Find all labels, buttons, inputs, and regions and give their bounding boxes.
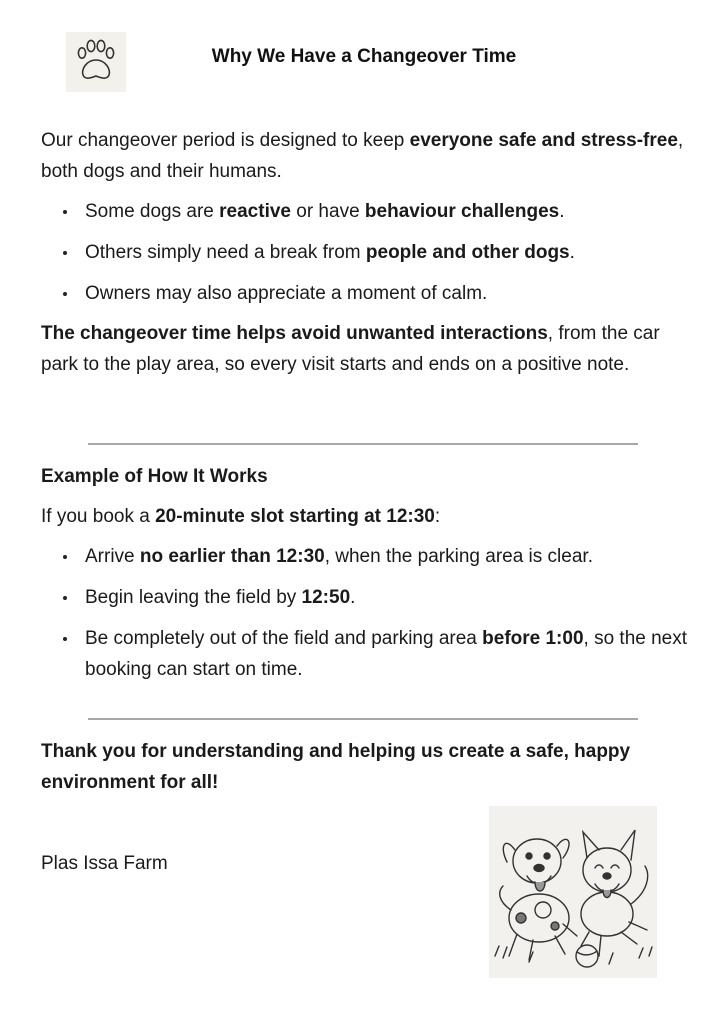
body-text: Some dogs are (85, 201, 220, 222)
body-text: . (559, 201, 565, 222)
body-text: , when the parking area is clear. (324, 546, 593, 567)
emphasis-text: no earlier than 12:30 (139, 546, 325, 567)
body-text: Begin leaving the field by (85, 587, 302, 608)
example-section (41, 461, 691, 695)
body-text: , so the next booking can start on time. (85, 628, 688, 680)
emphasis-text: 12:50 (301, 587, 351, 608)
step-item (41, 541, 691, 572)
dogs-illustration (489, 806, 657, 978)
emphasis-text: behaviour challenges (364, 201, 560, 222)
example-heading: Example of How It Works (41, 466, 268, 487)
reason-item (41, 278, 691, 309)
emphasis-text: The changeover time helps avoid unwanted interactions (41, 323, 548, 344)
divider (88, 443, 638, 445)
emphasis-text: 20-minute slot starting at 12:30 (155, 506, 435, 527)
divider (88, 718, 638, 720)
summary-paragraph (41, 318, 691, 380)
step-item (41, 582, 691, 613)
body-text: . (350, 587, 356, 608)
body-text: Be completely out of the field and parking area (85, 628, 483, 649)
emphasis-text: people and other dogs (365, 242, 570, 263)
emphasis-text: before 1:00 (482, 628, 584, 649)
reason-item (41, 237, 691, 268)
body-text: or have (290, 201, 365, 222)
body-text: , both dogs and their humans. (41, 130, 684, 182)
emphasis-text: everyone safe and stress-free (409, 130, 678, 151)
thanks-section (41, 736, 691, 798)
page-title: Why We Have a Changeover Time (211, 46, 517, 67)
body-text: Our changeover period is designed to keep (41, 130, 410, 151)
step-item (41, 623, 691, 685)
body-text: Owners may also appreciate a moment of calm. (85, 283, 488, 304)
intro-paragraph (41, 125, 691, 187)
body-text: Others simply need a break from (85, 242, 366, 263)
example-lead (41, 501, 691, 532)
reasons-list (41, 196, 691, 309)
reason-item (41, 196, 691, 227)
example-steps-list (41, 541, 691, 685)
emphasis-text: reactive (219, 201, 291, 222)
signature: Plas Issa Farm (41, 853, 168, 874)
main-content (41, 125, 691, 380)
body-text: . (569, 242, 575, 263)
body-text: Arrive (85, 546, 140, 567)
body-text: If you book a (41, 506, 156, 527)
body-text: : (434, 506, 441, 527)
body-text: , from the car park to the play area, so every visit starts and ends on a positive note. (41, 323, 660, 375)
thanks-message: Thank you for understanding and helping us create a safe, happy environment for all! (41, 741, 631, 793)
